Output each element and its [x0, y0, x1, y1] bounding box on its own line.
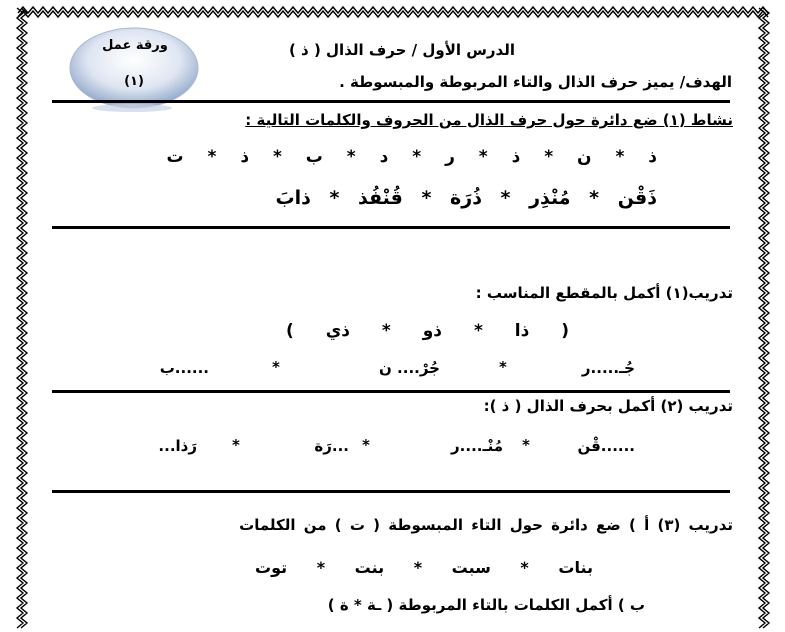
border-zigzag: [763, 8, 769, 628]
drill2-blank-3: ...رَة: [314, 437, 349, 455]
separator-star: *: [522, 436, 530, 454]
drill1-options: ( ذا * ذو * ذي ): [286, 321, 569, 341]
border-zigzag: [21, 8, 27, 628]
drill3-part-b: ب ) أكمل الكلمات بالتاء المربوطة ( ـة * ة ): [327, 596, 645, 614]
divider: [52, 100, 730, 103]
drill1-blank-3: ......ب: [159, 359, 209, 377]
drill3-words: بنات * سبت * بنت * توت: [255, 558, 593, 577]
border-zigzag: [18, 11, 768, 17]
drill1-blank-2: جُرْ.... ن: [379, 359, 440, 377]
separator-star: *: [272, 358, 280, 376]
drill2-blank-4: رَذا...: [158, 437, 197, 455]
activity1-title: نشاط (١) ضع دائرة حول حرف الذال من الحروف والكلمات التالية :: [245, 111, 733, 129]
drill3-title: تدريب (٣) أ ) ضع دائرة حول التاء المبسوطة ( ت ) من الكلمات: [239, 516, 733, 534]
drill1-blank-1: جُـ.....ر: [581, 359, 635, 377]
divider: [52, 490, 730, 493]
separator-star: *: [499, 358, 507, 376]
activity1-letters: ذ * ن * ذ * ر * د * ب * ذ * ت: [166, 147, 657, 167]
badge-title: ورقة عمل: [102, 38, 168, 53]
lesson-title: الدرس الأول / حرف الذال ( ذ ): [288, 41, 515, 59]
divider: [52, 390, 730, 393]
drill2-blank-2: مُنْـ....ر: [451, 437, 503, 455]
divider: [52, 226, 730, 229]
badge-number: (١): [124, 74, 144, 89]
drill2-blank-1: ......قْن: [577, 437, 635, 455]
lesson-goal: الهدف/ يميز حرف الذال والتاء المربوطة والمبسوطة .: [339, 73, 732, 91]
drill2-title: تدريب (٢) أكمل بحرف الذال ( ذ ):: [483, 397, 733, 415]
activity1-words: ذَقْن * مُنْذِر * ذُرَة * قُنْفُذ * ذابَ: [275, 187, 657, 209]
drill1-title: تدريب(١) أكمل بالمقطع المناسب :: [475, 284, 733, 302]
separator-star: *: [362, 436, 370, 454]
separator-star: *: [232, 436, 240, 454]
